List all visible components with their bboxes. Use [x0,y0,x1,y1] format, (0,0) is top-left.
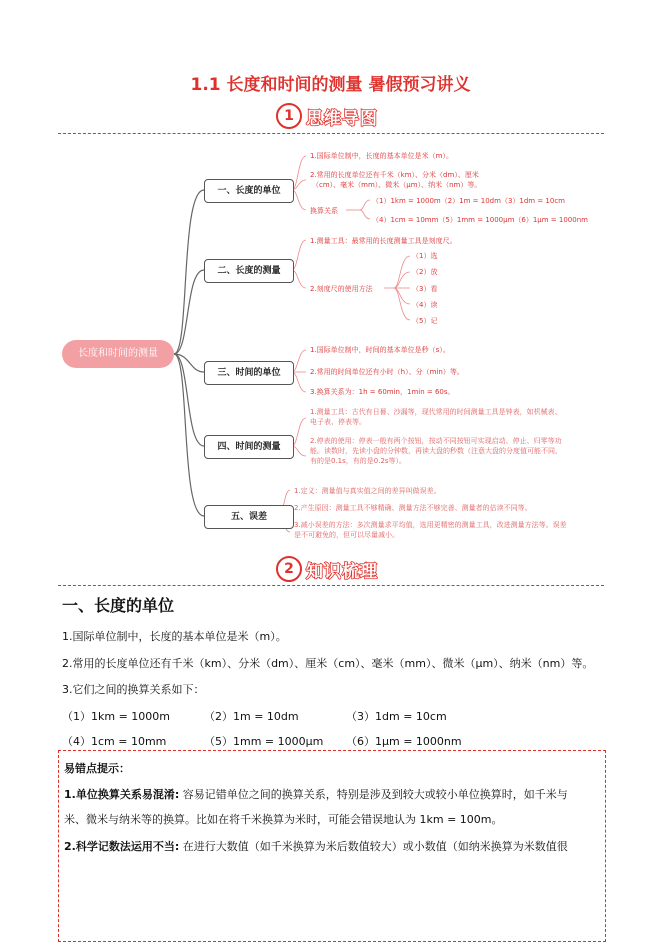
mm-leaf: 2.常用的时间单位还有小时（h）、分（min）等。 [310,368,464,376]
mm-leaf: 有的是0.1s，有的是0.2s等）。 [310,457,407,465]
mm-leaf: （1）1km = 1000m（2）1m = 10dm（3）1dm = 10cm [372,197,565,205]
branch-length-units: 一、长度的单位 [204,179,294,203]
tip-text: 在进行大数值（如千米换算为米后数值较大）或小数值（如纳米换算为米数值很 [179,840,568,853]
mm-leaf: 2.产生原因：测量工具不够精确、测量方法不够完善、测量者的估读不同等。 [294,504,532,512]
conversion-item: （5）1mm = 1000μm [204,735,324,748]
branch-error: 五、误差 [204,505,294,529]
tip-keyword: 2.科学记数法运用不当: [64,840,180,853]
tip-text: 容易记错单位之间的换算关系，特别是涉及到较大或较小单位换算时，如千米与 [179,788,568,801]
mm-leaf: （5）记 [412,317,438,325]
mm-leaf: （3）看 [412,285,438,293]
mm-leaf: 1.测量工具：古代有日晷、沙漏等，现代常用的时间测量工具是钟表，如机械表、 [310,408,562,416]
mm-leaf: 2.刻度尺的使用方法 [310,285,373,293]
mm-leaf: （cm）、毫米（mm）、微米（μm）、纳米（nm）等。 [312,181,482,189]
conversion-item: （1）1km = 1000m [62,710,171,723]
section-label: 知识梳理 [306,562,378,582]
conversion-item: （6）1μm = 1000nm [346,735,462,748]
mm-leaf: 能。读数时，先读小盘的分钟数，再读大盘的秒数（注意大盘的分度值可能不同， [310,447,562,455]
branch-length-measure: 二、长度的测量 [204,259,294,283]
paragraph: 2.常用的长度单位还有千米（km）、分米（dm）、厘米（cm）、毫米（mm）、微米（μm）、纳米（nm）等。 [62,657,594,670]
section-label: 思维导图 [306,109,378,129]
mm-leaf: 是不可避免的，但可以尽量减小。 [294,531,399,539]
mm-leaf: 2.常用的长度单位还有千米（km）、分米（dm）、厘米 [310,171,479,179]
section-badge-mindmap [276,103,384,129]
paragraph: 3.它们之间的换算关系如下： [62,683,205,696]
conversion-item: （4）1cm = 10mm [62,735,167,748]
mm-leaf: 1.定义：测量值与真实值之间的差异叫做误差。 [294,487,441,495]
mm-leaf: 1.国际单位制中，长度的基本单位是米（m）。 [310,152,453,160]
section-heading: 一、长度的单位 [62,596,175,615]
page-title: 1.1 长度和时间的测量 暑假预习讲义 [190,75,471,95]
section-number: 2 [276,556,302,582]
mm-leaf: （2）放 [412,268,438,276]
mm-leaf: 电子表、停表等。 [310,418,366,426]
tip-line: 米、微米与纳米等的换算。比如在将千米换算为米时，可能会错误地认为 1km = 100m。 [64,813,503,826]
mm-leaf: 3.减小误差的方法：多次测量求平均值，选用更精密的测量工具，改进测量方法等。误差 [294,521,567,529]
branch-time-units: 三、时间的单位 [204,361,294,385]
conversion-item: （2）1m = 10dm [204,710,299,723]
conversion-item: （3）1dm = 10cm [346,710,447,723]
mm-leaf: 1.国际单位制中，时间的基本单位是秒（s）。 [310,346,450,354]
section-number: 1 [276,103,302,129]
tip-keyword: 1.单位换算关系易混淆: [64,788,180,801]
tip-line [64,786,568,802]
divider [58,133,604,134]
paragraph: 1.国际单位制中，长度的基本单位是米（m）。 [62,630,287,643]
mm-leaf: （4）1cm = 10mm（5）1mm = 1000μm（6）1μm = 1000nm [372,216,588,224]
mm-leaf: 换算关系 [310,207,338,215]
mm-leaf: 3.换算关系为：1h = 60min，1min = 60s。 [310,388,455,396]
tip-line [64,838,568,854]
section-badge-knowledge [276,556,384,582]
branch-time-measure: 四、时间的测量 [204,435,294,459]
mm-leaf: 2.停表的使用：停表一般有两个按钮，按动不同按钮可实现启动、停止、归零等功 [310,437,562,445]
mindmap-root: 长度和时间的测量 [62,340,174,368]
tips-title: 易错点提示： [64,762,130,775]
divider [58,585,604,586]
mm-leaf: （1）选 [412,252,438,260]
mm-leaf: 1.测量工具：最常用的长度测量工具是刻度尺。 [310,237,457,245]
mm-leaf: （4）读 [412,301,438,309]
